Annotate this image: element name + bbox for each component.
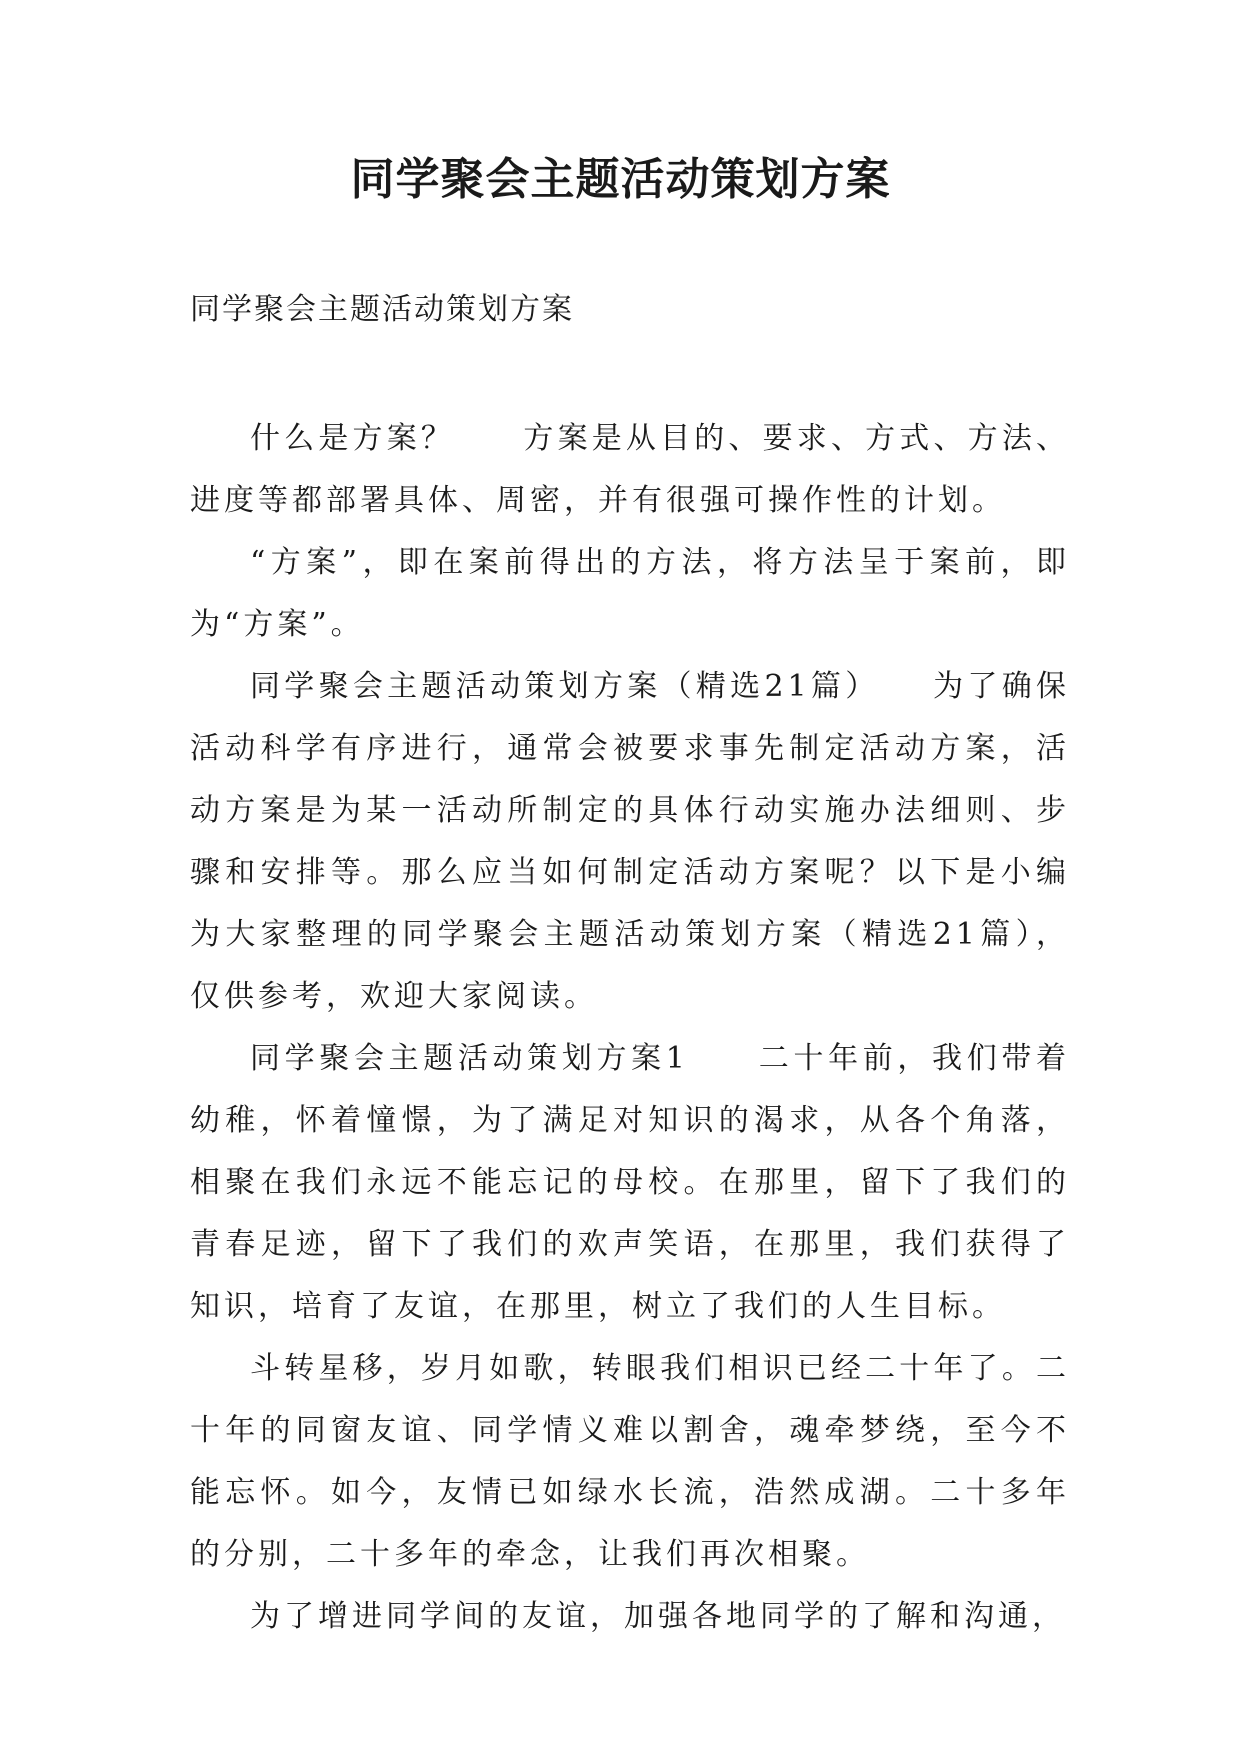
paragraph-plan-definition: “方案”，即在案前得出的方法，将方法呈于案前，即为“方案”。: [190, 545, 1070, 642]
document-title: 同学聚会主题活动策划方案: [350, 154, 891, 205]
paragraph-plan-1-opening: 同学聚会主题活动策划方案1 二十年前，我们带着幼稚，怀着憧憬，为了满足对知识的渴求，从各个角落，相聚在我们永远不能忘记的母校。在那里，留下了我们的青春足迹，留下了我们的欢声笑语，在那里，我们获得了知识，培育了友谊，在那里，树立了我们的人生目标。: [190, 1041, 1070, 1324]
document-subtitle: 同学聚会主题活动策划方案: [190, 292, 574, 327]
document-body: [190, 408, 1070, 1648]
paragraph-what-is-plan: 什么是方案？ 方案是从目的、要求、方式、方法、进度等都部署具体、周密，并有很强可操作性的计划。: [190, 421, 1070, 518]
paragraph-twenty-years: 斗转星移，岁月如歌，转眼我们相识已经二十年了。二十年的同窗友谊、同学情义难以割舍，魂牵梦绕，至今不能忘怀。如今，友情已如绿水长流，浩然成湖。二十多年的分别，二十多年的牵念，让我们再次相聚。: [190, 1351, 1070, 1572]
paragraph-purpose: 为了增进同学间的友谊，加强各地同学的了解和沟通，: [250, 1599, 1066, 1634]
paragraph-introduction: 同学聚会主题活动策划方案（精选21篇） 为了确保活动科学有序进行，通常会被要求事先制定活动方案，活动方案是为某一活动所制定的具体行动实施办法细则、步骤和安排等。那么应当如何制定活动方案呢？以下是小编为大家整理的同学聚会主题活动策划方案（精选21篇），仅供参考，欢迎大家阅读。: [190, 669, 1070, 1014]
